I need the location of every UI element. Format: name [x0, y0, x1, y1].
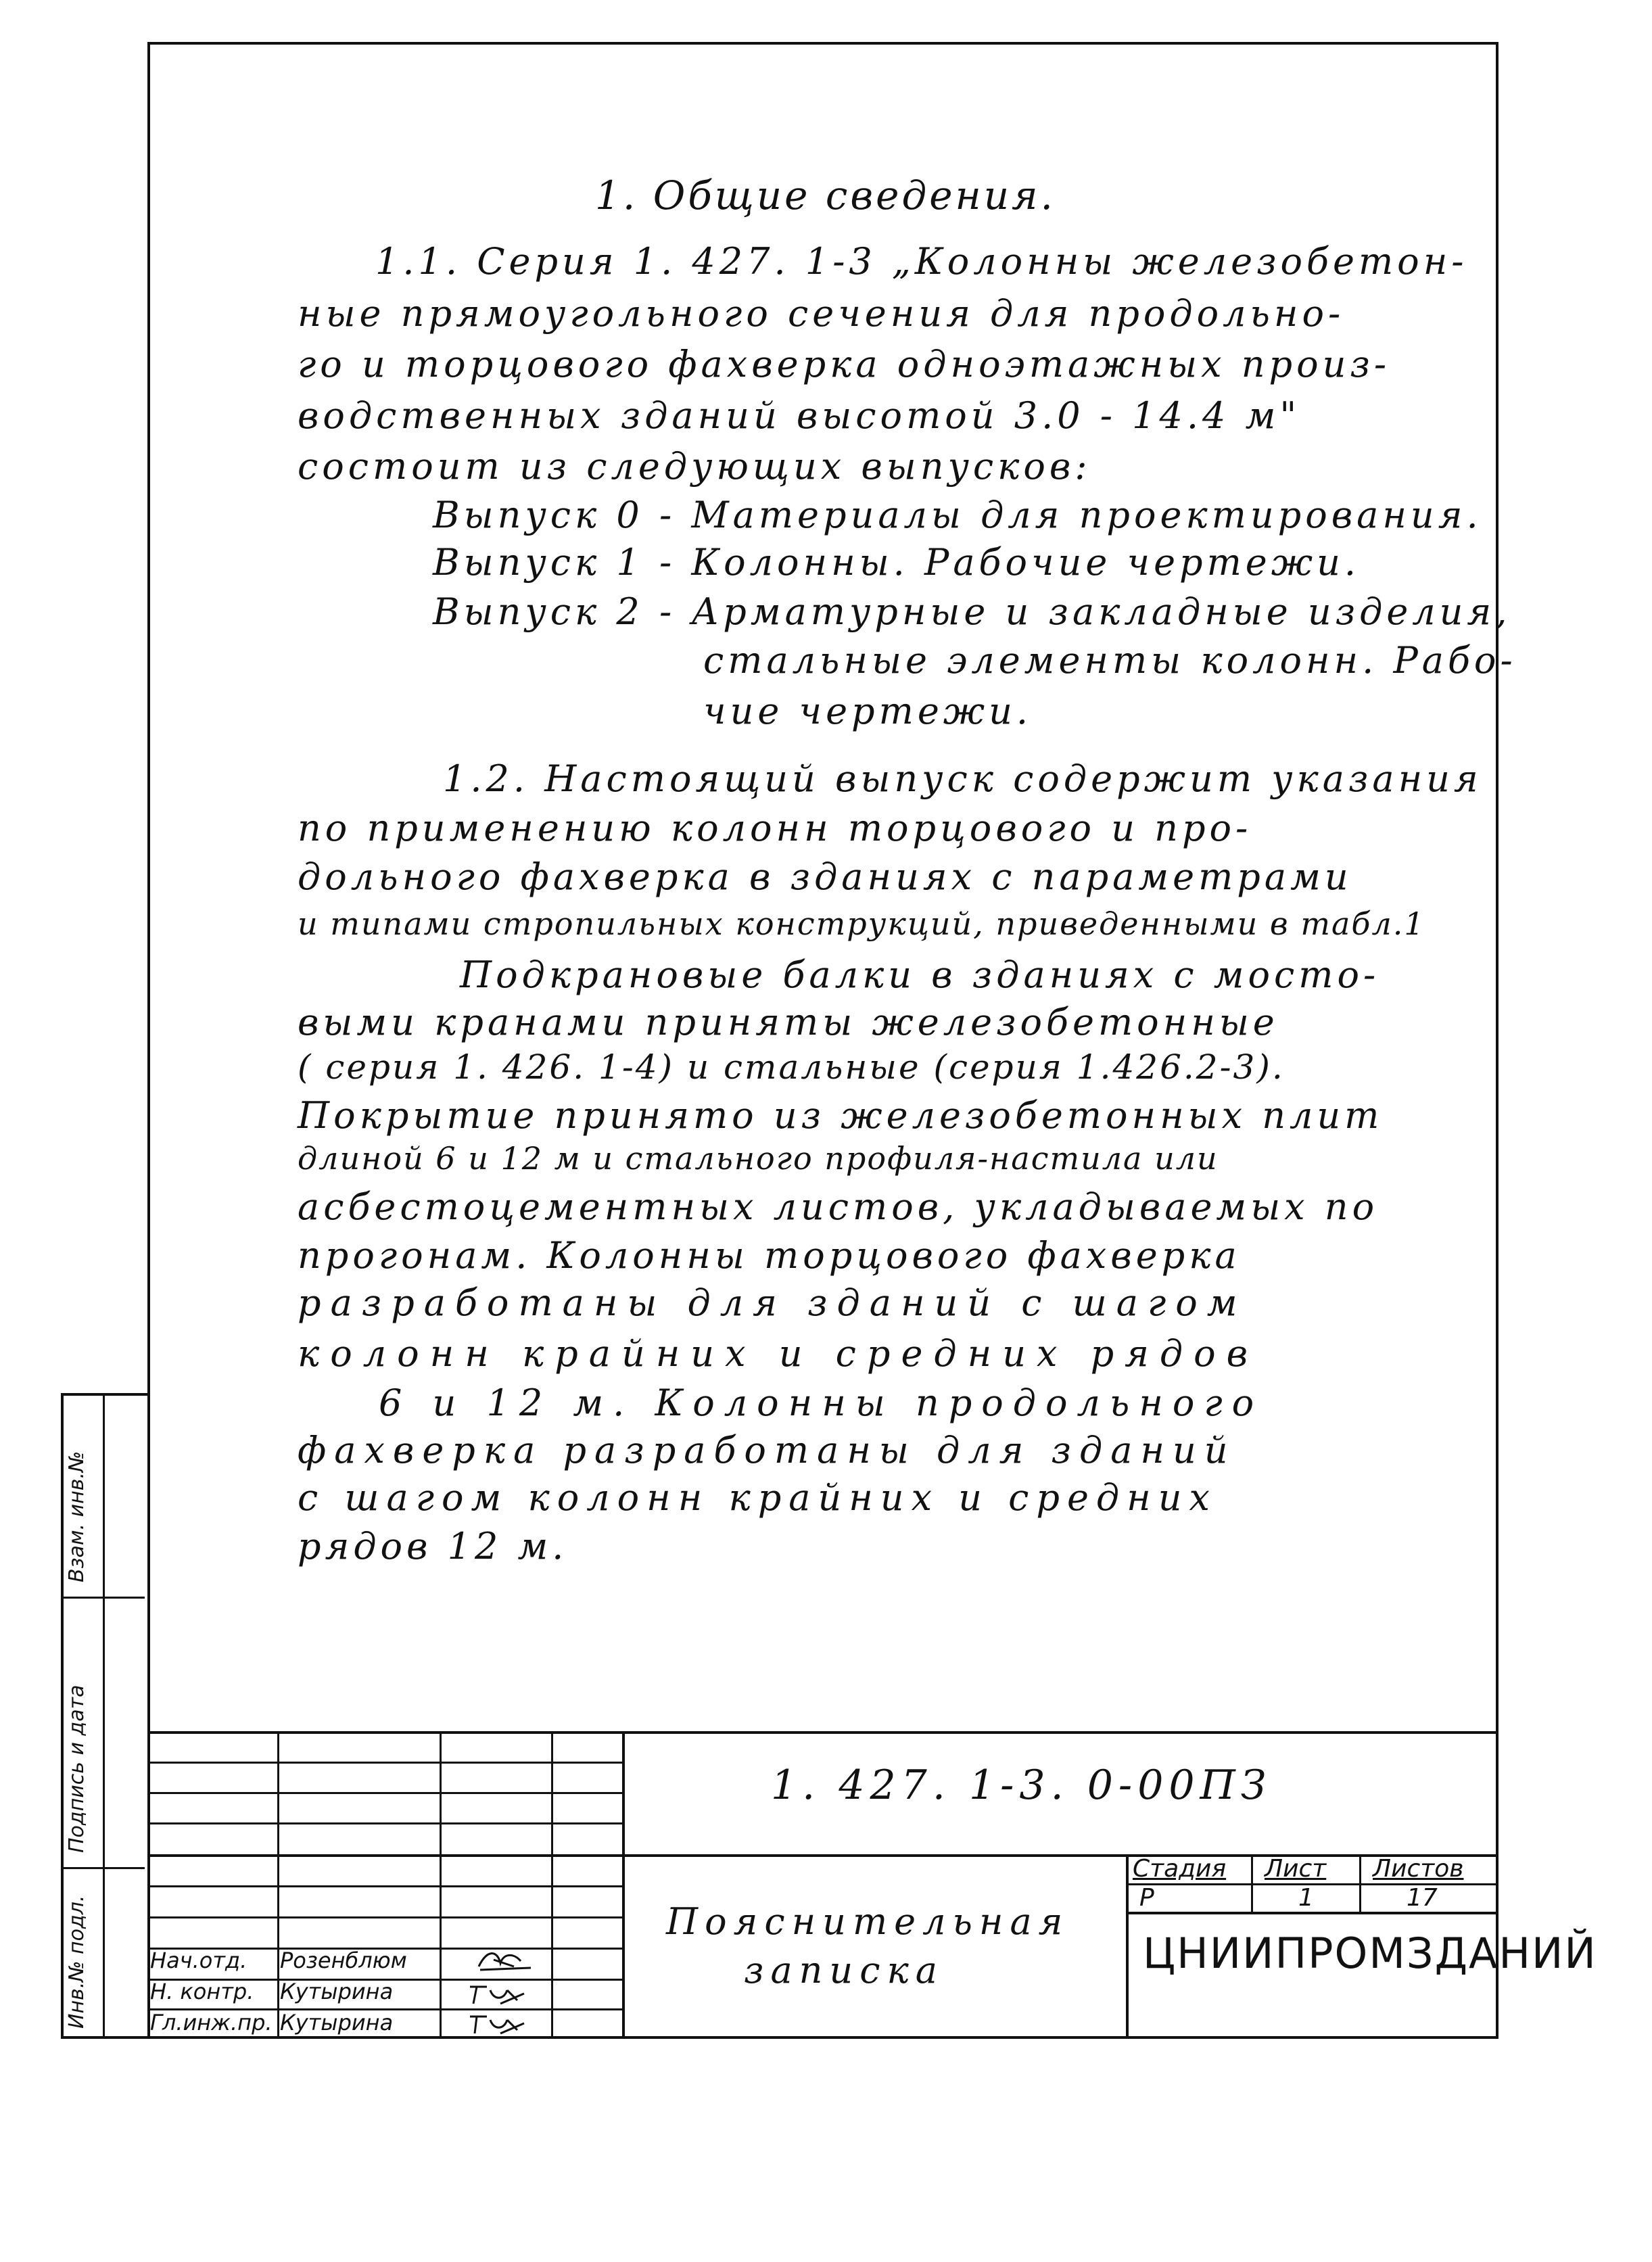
signature-mark: [467, 1980, 527, 2007]
signer-name: Кутырина: [280, 2010, 394, 2035]
text-line: дольного фахверка в зданиях с параметрами: [298, 855, 1352, 898]
signature-mark: [473, 1946, 534, 1973]
grid-line: [147, 1762, 622, 1764]
text-line: состоит из следующих выпусков:: [298, 445, 1091, 488]
section-heading: 1. Общие сведения.: [595, 172, 1056, 218]
signer-role: Нач.отд.: [150, 1948, 247, 1973]
text-line: Выпуск 1 - Колонны. Рабочие чертежи.: [433, 541, 1361, 584]
text-line: выми кранами приняты железобетонные: [298, 1001, 1279, 1043]
grid-line: [147, 1885, 622, 1887]
sheets-value: 17: [1407, 1884, 1438, 1912]
text-line: рядов 12 м.: [298, 1525, 568, 1568]
stage-value: Р: [1139, 1884, 1154, 1912]
signer-name: Кутырина: [280, 1979, 394, 2004]
text-line: Покрытие принято из железобетонных плит: [298, 1094, 1384, 1137]
text-line: Подкрановые балки в зданиях с мосто-: [460, 953, 1380, 996]
grid-line: [1126, 1912, 1498, 1914]
text-line: ные прямоугольного сечения для продольно-: [298, 292, 1345, 335]
text-line: и типами стропильных конструкций, приведенными в табл.1: [298, 905, 1425, 942]
text-line: стальные элементы колонн. Рабо-: [703, 639, 1517, 682]
stage-header: Стадия: [1133, 1855, 1227, 1883]
text-line: чие чертежи.: [703, 690, 1033, 732]
text-line: разработаны для зданий с шагом: [298, 1281, 1247, 1324]
text-line: прогонам. Колонны торцового фахверка: [298, 1234, 1241, 1277]
sheet-header: Лист: [1265, 1855, 1327, 1883]
text-line: го и торцового фахверка одноэтажных произ-: [298, 343, 1391, 385]
text-line: ( серия 1. 426. 1-4) и стальные (серия 1.426.2-3).: [298, 1047, 1285, 1087]
grid-line: [622, 1731, 625, 2039]
text-line: Выпуск 0 - Материалы для проектирования.: [433, 494, 1482, 536]
text-line: колонн крайних и средних рядов: [298, 1332, 1259, 1375]
sheet-value: 1: [1298, 1884, 1314, 1912]
sheets-header: Листов: [1373, 1855, 1464, 1883]
text-line: 1.1. Серия 1. 427. 1-3 „Колонны железобетон-: [375, 240, 1468, 283]
organization-name: ЦНИИПРОМЗДАНИЙ: [1143, 1929, 1597, 1978]
side-label-inv-replace: Взам. инв.№: [65, 1451, 89, 1582]
signer-role: Н. контр.: [150, 1979, 254, 2004]
grid-line: [147, 1822, 622, 1824]
text-line: 1.2. Настоящий выпуск содержит указания: [443, 757, 1482, 800]
grid-line: [1126, 1854, 1129, 2039]
text-line: длиной 6 и 12 м и стального профиля-настила или: [298, 1140, 1219, 1177]
title-block-top-border: [147, 1731, 1498, 1734]
signer-name: Розенблюм: [280, 1948, 407, 1973]
document-code: 1. 427. 1-3. 0-00ПЗ: [771, 1762, 1272, 1809]
side-label-sign-date: Подпись и дата: [65, 1684, 89, 1853]
text-line: водственных зданий высотой 3.0 - 14.4 м": [298, 394, 1301, 437]
signer-role: Гл.инж.пр.: [150, 2010, 273, 2035]
side-label-inv-orig: Инв.№ подл.: [65, 1895, 89, 2029]
text-line: с шагом колонн крайних и средних: [298, 1476, 1217, 1519]
text-line: Выпуск 2 - Арматурные и закладные изделия,: [433, 590, 1511, 633]
text-line: фахверка разработаны для зданий: [298, 1429, 1236, 1471]
text-line: 6 и 12 м. Колонны продольного: [379, 1382, 1264, 1424]
grid-line: [147, 1792, 622, 1794]
grid-line: [147, 1916, 622, 1918]
document-name: записка: [744, 1949, 944, 1992]
side-divider: [103, 1396, 105, 2036]
signature-mark: [467, 2010, 527, 2037]
document-name: Пояснительная: [666, 1900, 1070, 1943]
text-line: по применению колонн торцового и про-: [298, 807, 1252, 849]
text-line: асбестоцементных листов, укладываемых по: [298, 1185, 1379, 1228]
